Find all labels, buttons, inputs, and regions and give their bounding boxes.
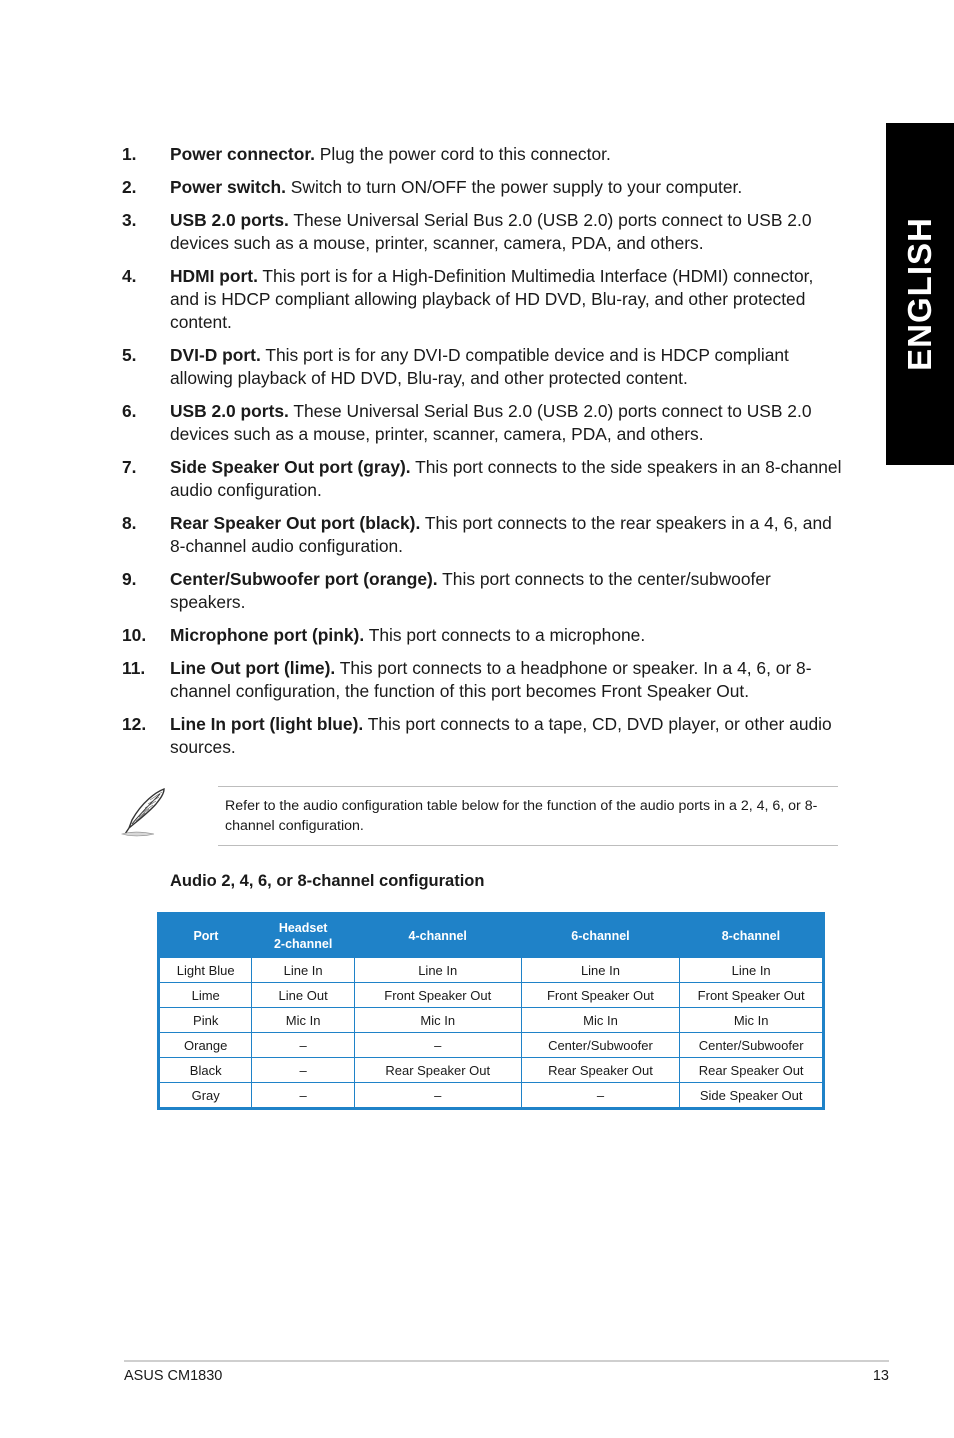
item-title: DVI-D port. <box>170 345 261 365</box>
table-cell: – <box>252 1033 354 1058</box>
table-cell: – <box>354 1033 521 1058</box>
column-header: 8-channel <box>680 914 824 958</box>
item-title: Line In port (light blue). <box>170 714 364 734</box>
item-title: USB 2.0 ports. <box>170 401 289 421</box>
item-title: Power switch. <box>170 177 286 197</box>
table-row <box>159 1083 824 1109</box>
table-cell: Front Speaker Out <box>680 983 824 1008</box>
table-row <box>159 983 824 1008</box>
item-title: Center/Subwoofer port (orange). <box>170 569 438 589</box>
pen-note-icon <box>120 786 170 838</box>
note-divider-top <box>218 786 838 787</box>
table-cell: Rear Speaker Out <box>521 1058 680 1083</box>
list-item <box>122 209 842 255</box>
language-tab <box>886 123 954 465</box>
item-title: Line Out port (lime). <box>170 658 336 678</box>
footer-divider <box>124 1360 889 1362</box>
table-cell: Rear Speaker Out <box>680 1058 824 1083</box>
list-item <box>122 713 842 759</box>
item-text: This port connects to a tape, CD, DVD player, or other audio sources. <box>170 714 832 757</box>
item-text: Plug the power cord to this connector. <box>314 144 611 164</box>
table-cell: Mic In <box>680 1008 824 1033</box>
footer-product-name: ASUS CM1830 <box>124 1368 223 1384</box>
table-cell: Mic In <box>521 1008 680 1033</box>
item-title: Microphone port (pink). <box>170 625 365 645</box>
item-number: 4. <box>122 266 137 286</box>
table-cell: Gray <box>159 1083 252 1109</box>
column-header: 4-channel <box>354 914 521 958</box>
port-list <box>122 143 842 769</box>
table-cell: Line In <box>252 958 354 983</box>
item-title: USB 2.0 ports. <box>170 210 289 230</box>
table-cell: Line Out <box>252 983 354 1008</box>
table-cell: Mic In <box>354 1008 521 1033</box>
table-cell: Orange <box>159 1033 252 1058</box>
item-number: 11. <box>122 658 146 678</box>
table-row <box>159 1008 824 1033</box>
column-header-line: 2-channel <box>273 937 333 951</box>
item-number: 6. <box>122 401 137 421</box>
item-number: 12. <box>122 714 147 734</box>
item-title: HDMI port. <box>170 266 258 286</box>
item-text: This port connects to the center/subwoofer speakers. <box>170 569 771 612</box>
column-header: 6-channel <box>521 914 680 958</box>
table-cell: Front Speaker Out <box>521 983 680 1008</box>
item-text: These Universal Serial Bus 2.0 (USB 2.0) ports connect to USB 2.0 devices such as a mouse, printer, scanner, camera, PDA, and others. <box>170 401 812 444</box>
table-cell: – <box>354 1083 521 1109</box>
item-text: This port is for a High-Definition Multimedia Interface (HDMI) connector, and is HDCP compliant allowing playback of HD DVD, Blu-ray, and other protected content. <box>170 266 814 332</box>
item-number: 9. <box>122 569 137 589</box>
note-divider-bottom <box>218 845 838 846</box>
column-header <box>252 914 354 958</box>
table-cell: Line In <box>680 958 824 983</box>
item-number: 1. <box>122 144 137 164</box>
item-text: This port connects to the side speakers in an 8-channel audio configuration. <box>170 457 842 500</box>
table-cell: – <box>252 1058 354 1083</box>
table-cell: Center/Subwoofer <box>521 1033 680 1058</box>
item-number: 10. <box>122 625 147 645</box>
column-header-line: Headset <box>278 921 328 935</box>
item-text: This port connects to a microphone. <box>364 625 646 645</box>
item-text: This port is for any DVI-D compatible device and is HDCP compliant allowing playback of HD DVD, Blu-ray, and other protected content. <box>170 345 789 388</box>
item-title: Rear Speaker Out port (black). <box>170 513 421 533</box>
table-cell: Line In <box>521 958 680 983</box>
item-number: 8. <box>122 513 137 533</box>
column-header: Port <box>159 914 252 958</box>
table-cell: Lime <box>159 983 252 1008</box>
table-cell: Side Speaker Out <box>680 1083 824 1109</box>
list-item <box>122 400 842 446</box>
list-item <box>122 176 842 199</box>
table-header-row <box>159 914 824 958</box>
item-text: Switch to turn ON/OFF the power supply to your computer. <box>285 177 743 197</box>
list-item <box>122 344 842 390</box>
list-item <box>122 143 842 166</box>
list-item <box>122 512 842 558</box>
list-item <box>122 624 842 647</box>
table-row <box>159 958 824 983</box>
table-title: Audio 2, 4, 6, or 8-channel configuration <box>170 872 485 890</box>
item-title: Power connector. <box>170 144 315 164</box>
table-row <box>159 1058 824 1083</box>
item-title: Side Speaker Out port (gray). <box>170 457 411 477</box>
audio-config-table <box>157 912 825 1110</box>
list-item <box>122 657 842 703</box>
list-item <box>122 265 842 334</box>
language-tab-label: ENGLISH <box>901 217 938 371</box>
table-cell: – <box>521 1083 680 1109</box>
item-text: This port connects to the rear speakers in a 4, 6, and 8-channel audio configuration. <box>170 513 832 556</box>
item-number: 2. <box>122 177 137 197</box>
list-item <box>122 456 842 502</box>
table-row <box>159 1033 824 1058</box>
table-cell: Rear Speaker Out <box>354 1058 521 1083</box>
note-text: Refer to the audio configuration table below for the function of the audio ports in a 2, 4, 6, or 8-channel configuration. <box>225 798 818 834</box>
table-cell: Line In <box>354 958 521 983</box>
item-text: These Universal Serial Bus 2.0 (USB 2.0) ports connect to USB 2.0 devices such as a mouse, printer, scanner, camera, PDA, and others. <box>170 210 812 253</box>
list-item <box>122 568 842 614</box>
item-number: 7. <box>122 457 137 477</box>
table-cell: Front Speaker Out <box>354 983 521 1008</box>
item-number: 3. <box>122 210 137 230</box>
table-cell: Pink <box>159 1008 252 1033</box>
table-cell: Light Blue <box>159 958 252 983</box>
table-cell: – <box>252 1083 354 1109</box>
table-cell: Center/Subwoofer <box>680 1033 824 1058</box>
table-cell: Mic In <box>252 1008 354 1033</box>
item-number: 5. <box>122 345 137 365</box>
page-number: 13 <box>872 1368 889 1384</box>
table-cell: Black <box>159 1058 252 1083</box>
item-text: This port connects to a headphone or speaker. In a 4, 6, or 8-channel configuration, the function of this port becomes Front Speaker Out. <box>170 658 812 701</box>
